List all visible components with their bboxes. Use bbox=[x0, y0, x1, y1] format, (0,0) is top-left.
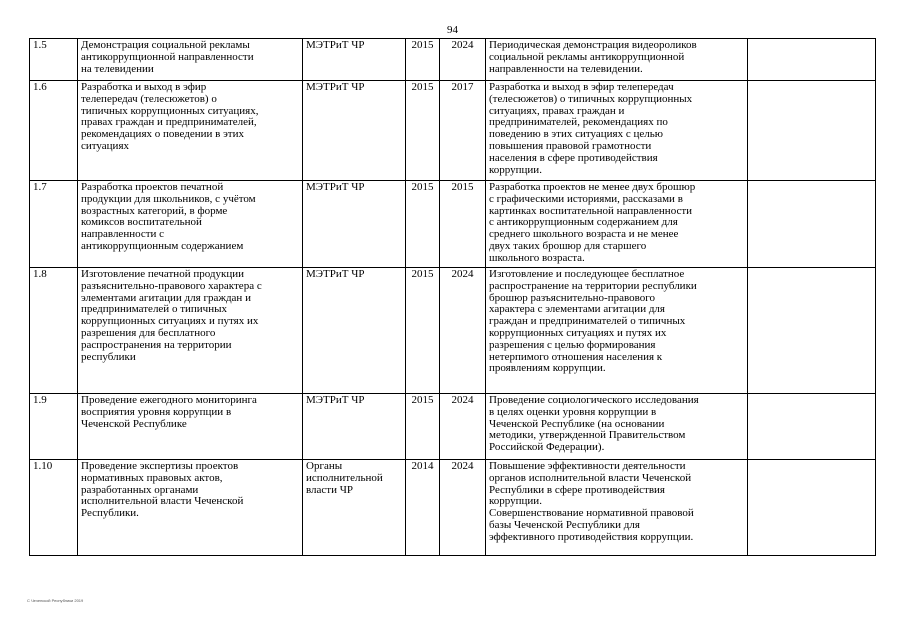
result-cell-line: коррупции. bbox=[489, 495, 542, 508]
measures-table bbox=[29, 38, 876, 556]
item-number-cell-text: 1.9 bbox=[33, 394, 47, 406]
action-cell-line: Проведение экспертизы проектов bbox=[81, 460, 239, 472]
result-cell bbox=[486, 81, 748, 181]
start-year-cell-text: 2014 bbox=[411, 460, 434, 472]
end-year-cell-text: 2024 bbox=[451, 460, 474, 472]
table-row bbox=[30, 268, 876, 394]
action-cell-line: Разработка и выход в эфир bbox=[81, 81, 207, 93]
result-cell-line: Периодическая демонстрация видеороликов bbox=[489, 39, 697, 51]
action-cell-line: разъяснительно-правового характера с bbox=[81, 279, 262, 292]
item-number-cell-text: 1.10 bbox=[33, 460, 53, 472]
result-cell-line: коррупционных ситуациях и путях их bbox=[489, 326, 667, 339]
start-year-cell bbox=[406, 181, 440, 268]
result-cell-line: Изготовление и последующее бесплатное bbox=[489, 268, 685, 280]
end-year-cell bbox=[440, 39, 486, 81]
action-cell-line: на телевидении bbox=[81, 62, 154, 75]
item-number-cell-text: 1.7 bbox=[33, 181, 47, 193]
executor-cell-line: МЭТРиТ ЧР bbox=[306, 268, 365, 280]
action-cell bbox=[78, 268, 303, 394]
end-year-cell-text: 2015 bbox=[451, 181, 474, 193]
result-cell-line: картинках воспитательной направленности bbox=[489, 204, 693, 217]
action-cell bbox=[78, 394, 303, 460]
executor-cell-line: МЭТРиТ ЧР bbox=[306, 81, 365, 93]
result-cell bbox=[486, 181, 748, 268]
item-number-cell bbox=[30, 460, 78, 556]
result-cell bbox=[486, 460, 748, 556]
start-year-cell bbox=[406, 394, 440, 460]
end-year-cell-text: 2024 bbox=[451, 39, 474, 51]
item-number-cell-text: 1.5 bbox=[33, 39, 47, 51]
result-cell-line: с графическими историями, рассказами в bbox=[489, 192, 683, 205]
executor-cell bbox=[303, 39, 406, 81]
result-cell-line: эффективного противодействия коррупции. bbox=[489, 530, 694, 543]
result-cell-line: Российской Федерации). bbox=[489, 441, 605, 454]
result-cell-line: двух таких брошюр для старшего bbox=[489, 239, 647, 252]
result-cell-line: разрешения с целью формирования bbox=[489, 338, 656, 351]
result-cell-line: Чеченской Республике (на основании bbox=[489, 417, 665, 430]
result-cell-line: предпринимателей, рекомендациях по bbox=[489, 116, 668, 129]
result-cell bbox=[486, 394, 748, 460]
action-cell-line: Республики. bbox=[81, 507, 139, 520]
result-cell-line: органов исполнительной власти Чеченской bbox=[489, 471, 692, 484]
action-cell-line: правах граждан и предпринимателей, bbox=[81, 116, 257, 129]
result-cell-line: коррупции. bbox=[489, 163, 542, 176]
action-cell-line: продукции для школьников, с учётом bbox=[81, 192, 256, 205]
action-cell-line: направленности с bbox=[81, 228, 165, 241]
executor-cell bbox=[303, 460, 406, 556]
result-cell bbox=[486, 268, 748, 394]
end-year-cell bbox=[440, 81, 486, 181]
result-cell-line: Проведение социологического исследования bbox=[489, 394, 699, 406]
action-cell bbox=[78, 460, 303, 556]
start-year-cell bbox=[406, 39, 440, 81]
table-row bbox=[30, 394, 876, 460]
executor-cell bbox=[303, 81, 406, 181]
action-cell-line: рекомендациях о поведении в этих bbox=[81, 128, 245, 141]
table-row bbox=[30, 460, 876, 556]
page-number: 94 bbox=[447, 24, 458, 36]
action-cell-line: исполнительной власти Чеченской bbox=[81, 495, 244, 508]
action-cell-line: ситуациях bbox=[81, 139, 130, 152]
action-cell-line: распространения на территории bbox=[81, 338, 232, 351]
result-cell-line: с антикоррупционным содержанием для bbox=[489, 216, 678, 229]
note-cell bbox=[748, 181, 876, 268]
action-cell-line: предпринимателей о типичных bbox=[81, 303, 227, 316]
end-year-cell bbox=[440, 181, 486, 268]
start-year-cell bbox=[406, 268, 440, 394]
result-cell-line: проявлениям коррупции. bbox=[489, 362, 606, 375]
start-year-cell-text: 2015 bbox=[411, 394, 434, 406]
result-cell bbox=[486, 39, 748, 81]
start-year-cell bbox=[406, 81, 440, 181]
result-cell-line: направленности на телевидении. bbox=[489, 62, 643, 75]
start-year-cell bbox=[406, 460, 440, 556]
action-cell-line: Демонстрация социальной рекламы bbox=[81, 39, 250, 51]
start-year-cell-text: 2015 bbox=[411, 81, 434, 93]
executor-cell-line: МЭТРиТ ЧР bbox=[306, 39, 365, 51]
result-cell-line: повышения правовой грамотности bbox=[489, 139, 652, 152]
note-cell bbox=[748, 460, 876, 556]
item-number-cell-text: 1.6 bbox=[33, 81, 47, 93]
action-cell bbox=[78, 39, 303, 81]
result-cell-line: населения в сфере противодействия bbox=[489, 151, 658, 164]
action-cell-line: разработанных органами bbox=[81, 483, 199, 496]
start-year-cell-text: 2015 bbox=[411, 268, 434, 280]
action-cell-line: Проведение ежегодного мониторинга bbox=[81, 394, 257, 406]
result-cell-line: брошюр разъяснительно-правового bbox=[489, 291, 655, 304]
result-cell-line: среднего школьного возраста и не менее bbox=[489, 228, 679, 241]
result-cell-line: методики, утвержденной Правительством bbox=[489, 429, 686, 442]
table-row bbox=[30, 39, 876, 81]
action-cell-line: нормативных правовых актов, bbox=[81, 471, 223, 484]
result-cell-line: распространение на территории республики bbox=[489, 279, 697, 292]
action-cell-line: возрастных категорий, в форме bbox=[81, 204, 228, 217]
item-number-cell bbox=[30, 268, 78, 394]
result-cell-line: нетерпимого отношения населения к bbox=[489, 350, 663, 363]
table-body bbox=[30, 39, 876, 556]
executor-cell bbox=[303, 181, 406, 268]
result-cell-line: характера с элементами агитации для bbox=[489, 303, 665, 316]
item-number-cell bbox=[30, 81, 78, 181]
table-row bbox=[30, 181, 876, 268]
action-cell-line: восприятия уровня коррупции в bbox=[81, 405, 232, 418]
action-cell bbox=[78, 81, 303, 181]
item-number-cell-text: 1.8 bbox=[33, 268, 47, 280]
result-cell-line: Повышение эффективности деятельности bbox=[489, 460, 686, 472]
result-cell-line: социальной рекламы антикоррупционной bbox=[489, 50, 685, 63]
result-cell-line: Разработка проектов не менее двух брошюр bbox=[489, 181, 696, 193]
action-cell-line: разрешения для бесплатного bbox=[81, 326, 216, 339]
note-cell bbox=[748, 394, 876, 460]
note-cell bbox=[748, 81, 876, 181]
action-cell-line: антикоррупционной направленности bbox=[81, 50, 254, 63]
result-cell-line: в целях оценки уровня коррупции в bbox=[489, 405, 657, 418]
end-year-cell bbox=[440, 394, 486, 460]
result-cell-line: школьного возраста. bbox=[489, 251, 585, 264]
end-year-cell-text: 2024 bbox=[451, 394, 474, 406]
end-year-cell-text: 2017 bbox=[451, 81, 474, 93]
table-row bbox=[30, 81, 876, 181]
action-cell bbox=[78, 181, 303, 268]
end-year-cell bbox=[440, 268, 486, 394]
action-cell-line: республики bbox=[81, 350, 136, 363]
action-cell-line: телепередач (телесюжетов) о bbox=[81, 92, 217, 105]
action-cell-line: антикоррупционным содержанием bbox=[81, 239, 244, 252]
result-cell-line: (телесюжетов) о типичных коррупционных bbox=[489, 92, 693, 105]
note-cell bbox=[748, 39, 876, 81]
executor-cell bbox=[303, 394, 406, 460]
end-year-cell-text: 2024 bbox=[451, 268, 474, 280]
item-number-cell bbox=[30, 181, 78, 268]
footer-watermark: С Чеченской Республики 2019 bbox=[27, 598, 84, 603]
executor-cell-line: МЭТРиТ ЧР bbox=[306, 394, 365, 406]
executor-cell-line: исполнительной bbox=[306, 471, 383, 484]
executor-cell-line: Органы bbox=[306, 460, 343, 472]
item-number-cell bbox=[30, 394, 78, 460]
executor-cell bbox=[303, 268, 406, 394]
executor-cell-line: МЭТРиТ ЧР bbox=[306, 181, 365, 193]
action-cell-line: коррупционных ситуациях и путях их bbox=[81, 315, 259, 328]
action-cell-line: комиксов воспитательной bbox=[81, 216, 202, 229]
result-cell-line: граждан и предпринимателей о типичных bbox=[489, 315, 686, 328]
item-number-cell bbox=[30, 39, 78, 81]
note-cell bbox=[748, 268, 876, 394]
action-cell-line: Чеченской Республике bbox=[81, 417, 187, 430]
action-cell-line: типичных коррупционных ситуациях, bbox=[81, 104, 259, 117]
result-cell-line: Разработка и выход в эфир телепередач bbox=[489, 81, 674, 93]
result-cell-line: Республики в сфере противодействия bbox=[489, 483, 665, 496]
executor-cell-line: власти ЧР bbox=[306, 483, 354, 496]
action-cell-line: Изготовление печатной продукции bbox=[81, 268, 244, 280]
result-cell-line: базы Чеченской Республики для bbox=[489, 518, 640, 531]
end-year-cell bbox=[440, 460, 486, 556]
action-cell-line: Разработка проектов печатной bbox=[81, 181, 224, 193]
start-year-cell-text: 2015 bbox=[411, 39, 434, 51]
result-cell-line: ситуациях, правах граждан и bbox=[489, 104, 625, 117]
result-cell-line: Совершенствование нормативной правовой bbox=[489, 507, 694, 520]
action-cell-line: элементами агитации для граждан и bbox=[81, 291, 251, 304]
start-year-cell-text: 2015 bbox=[411, 181, 434, 193]
result-cell-line: поведению в этих ситуациях с целью bbox=[489, 128, 663, 141]
